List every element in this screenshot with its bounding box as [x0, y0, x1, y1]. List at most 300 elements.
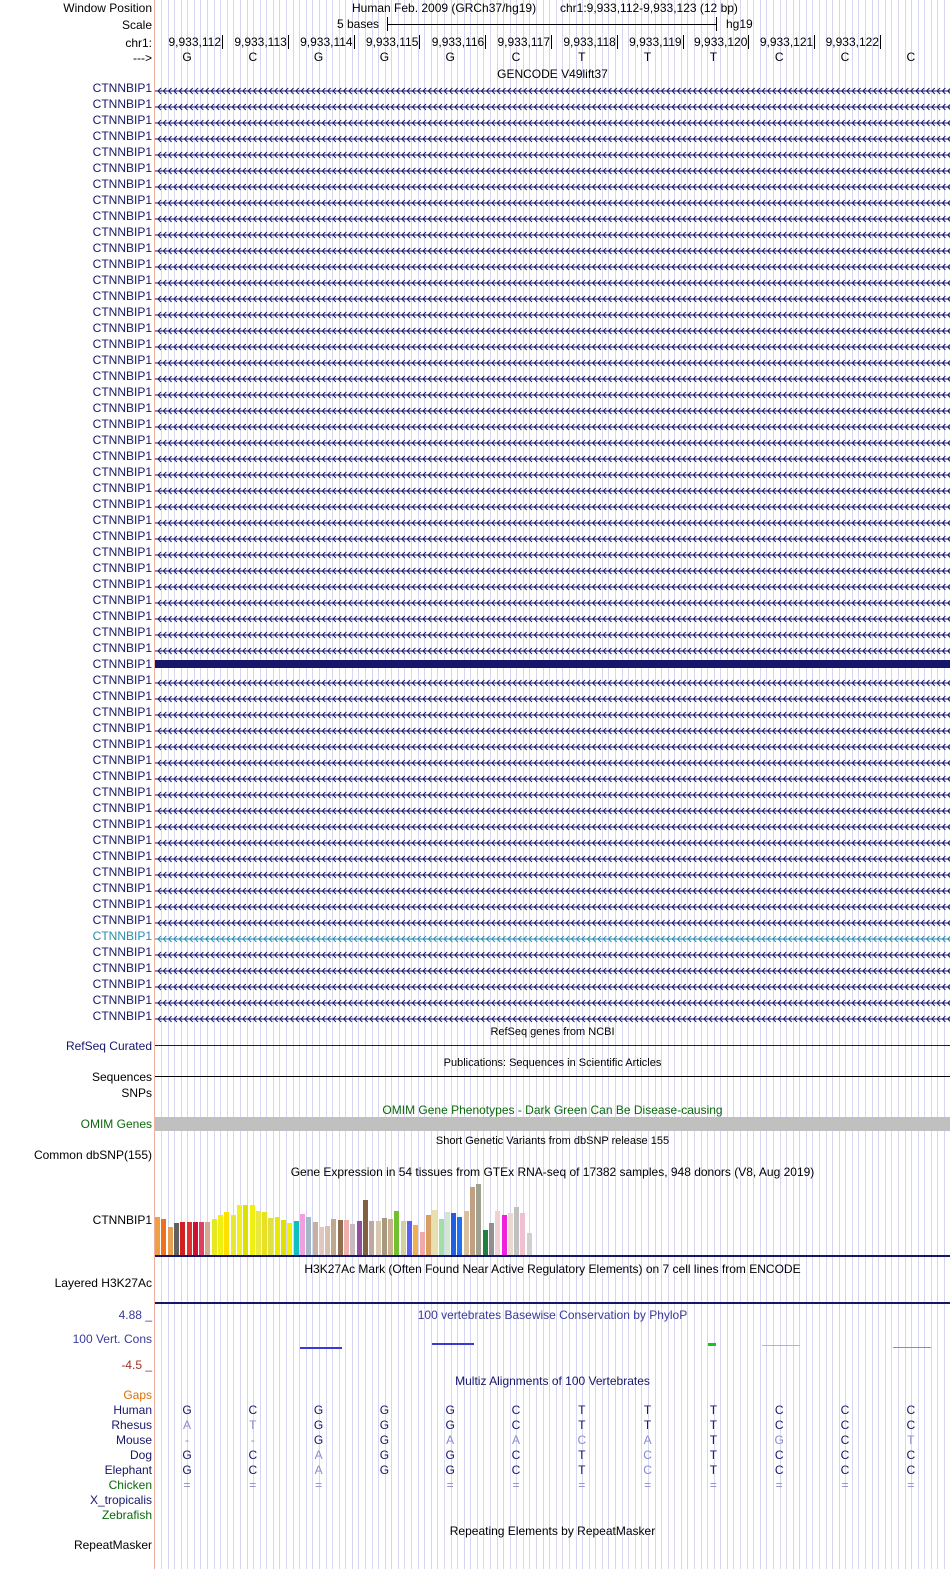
conservation-label[interactable]: 100 Vert. Cons	[72, 1332, 152, 1346]
gencode-transcript-label[interactable]: CTNNBIP1	[92, 961, 152, 975]
gencode-transcript[interactable]	[155, 724, 950, 732]
alignment-base: T	[709, 1418, 718, 1432]
gencode-transcript-label[interactable]: CTNNBIP1	[92, 705, 152, 719]
gtex-tissue-bar[interactable]	[401, 1221, 406, 1255]
alignment-base: G	[445, 1463, 455, 1477]
h3k27ac-title: H3K27Ac Mark (Often Found Near Active Regulatory Elements) on 7 cell lines from ENCODE	[304, 1262, 801, 1276]
dbsnp-title: Short Genetic Variants from dbSNP release 155	[435, 1135, 670, 1147]
species-label[interactable]: Dog	[129, 1448, 152, 1462]
gtex-tissue-bar[interactable]	[193, 1222, 198, 1255]
gtex-tissue-bar[interactable]	[363, 1200, 368, 1255]
gencode-transcript-label[interactable]: CTNNBIP1	[92, 1009, 152, 1023]
gtex-label[interactable]: CTNNBIP1	[92, 1213, 152, 1227]
position-tick-label: 9,933,118	[563, 35, 616, 49]
position-tick-label: 9,933,114	[300, 35, 353, 49]
gencode-transcript-label[interactable]: CTNNBIP1	[92, 849, 152, 863]
gtex-tissue-bar[interactable]	[287, 1223, 292, 1255]
gencode-transcript-label[interactable]: CTNNBIP1	[92, 833, 152, 847]
gtex-tissue-bar[interactable]	[376, 1221, 381, 1255]
gtex-tissue-bar[interactable]	[382, 1218, 387, 1255]
repeatmasker-label[interactable]: RepeatMasker	[73, 1538, 152, 1552]
gencode-transcript[interactable]	[155, 292, 950, 300]
alignment-base: C	[511, 1403, 521, 1417]
alignment-base: =	[315, 1478, 323, 1492]
alignment-base: C	[774, 1418, 784, 1432]
gencode-transcript[interactable]	[155, 260, 950, 268]
gencode-transcript-label[interactable]: CTNNBIP1	[92, 913, 152, 927]
scale-label: Scale	[121, 18, 152, 32]
gtex-tissue-bar[interactable]	[281, 1220, 286, 1255]
gtex-tissue-bar[interactable]	[514, 1207, 519, 1255]
gencode-transcript-label[interactable]: CTNNBIP1	[92, 353, 152, 367]
gtex-tissue-bar[interactable]	[483, 1230, 488, 1255]
alignment-base: =	[183, 1478, 191, 1492]
reference-base: G	[445, 50, 455, 64]
gtex-tissue-bar[interactable]	[476, 1184, 481, 1255]
repeatmasker-title: Repeating Elements by RepeatMasker	[449, 1524, 656, 1538]
reference-base: C	[774, 50, 784, 64]
alignment-base: G	[313, 1418, 324, 1432]
gencode-transcript-label[interactable]: CTNNBIP1	[92, 561, 152, 575]
gencode-transcript[interactable]	[155, 420, 950, 428]
reference-base: G	[313, 50, 324, 64]
alignment-base: G	[379, 1463, 390, 1477]
gencode-transcript[interactable]	[155, 308, 950, 316]
scale-text: 5 bases	[337, 17, 380, 31]
alignment-base: T	[578, 1448, 586, 1462]
gencode-transcript-label[interactable]: CTNNBIP1	[92, 321, 152, 335]
gencode-transcript[interactable]	[155, 404, 950, 412]
species-label[interactable]: Elephant	[104, 1463, 152, 1477]
gtex-baseline	[155, 1255, 950, 1257]
publications-line[interactable]	[155, 1076, 950, 1077]
gtex-tissue-bar[interactable]	[174, 1223, 179, 1255]
gencode-transcript[interactable]	[155, 244, 950, 252]
position-tick-mark	[222, 35, 223, 49]
gtex-tissue-bar[interactable]	[187, 1222, 192, 1255]
gencode-transcript[interactable]	[155, 356, 950, 364]
gencode-transcript[interactable]	[155, 564, 950, 572]
alignment-base: C	[906, 1448, 916, 1462]
position-tick-mark	[354, 35, 355, 49]
gencode-transcript-label[interactable]: CTNNBIP1	[92, 945, 152, 959]
gencode-transcript[interactable]	[155, 116, 950, 124]
scale-bar-left-cap	[387, 17, 388, 31]
alignment-base: C	[511, 1463, 521, 1477]
alignment-base: =	[907, 1478, 915, 1492]
scale-assembly: hg19	[726, 17, 753, 31]
gtex-tissue-bar[interactable]	[357, 1221, 362, 1255]
conservation-mark-negative	[300, 1347, 342, 1349]
gencode-transcript-label[interactable]: CTNNBIP1	[92, 209, 152, 223]
alignment-base: =	[775, 1478, 783, 1492]
gtex-tissue-bar[interactable]	[306, 1217, 311, 1255]
alignment-base: C	[840, 1403, 850, 1417]
omim-label[interactable]: OMIM Genes	[80, 1117, 152, 1131]
gencode-transcript-label[interactable]: CTNNBIP1	[92, 753, 152, 767]
gencode-transcript[interactable]	[155, 596, 950, 604]
alignment-base: C	[840, 1433, 850, 1447]
gencode-transcript[interactable]	[155, 468, 950, 476]
alignment-base: C	[774, 1463, 784, 1477]
gencode-transcript[interactable]	[155, 548, 950, 556]
gencode-transcript-label[interactable]: CTNNBIP1	[92, 449, 152, 463]
gencode-transcript[interactable]	[155, 196, 950, 204]
gencode-transcript-label[interactable]: CTNNBIP1	[92, 305, 152, 319]
scale-bar-right-cap	[716, 17, 717, 31]
gencode-transcript[interactable]	[155, 644, 950, 652]
gtex-tissue-bar[interactable]	[439, 1219, 444, 1255]
gencode-transcript-label[interactable]: CTNNBIP1	[92, 529, 152, 543]
gencode-transcript[interactable]	[155, 180, 950, 188]
gencode-transcript[interactable]	[155, 500, 950, 508]
gtex-tissue-bar[interactable]	[325, 1226, 330, 1255]
gencode-transcript-label[interactable]: CTNNBIP1	[92, 801, 152, 815]
gtex-tissue-bar[interactable]	[243, 1205, 248, 1255]
gencode-transcript[interactable]	[155, 612, 950, 620]
alignment-base: G	[379, 1403, 390, 1417]
gtex-tissue-bar[interactable]	[338, 1220, 343, 1255]
alignment-base: G	[182, 1403, 192, 1417]
gencode-transcript-label[interactable]: CTNNBIP1	[92, 81, 152, 95]
gencode-transcript-label[interactable]: CTNNBIP1	[92, 465, 152, 479]
alignment-base: G	[379, 1418, 390, 1432]
gencode-transcript[interactable]	[155, 212, 950, 220]
dbsnp-label[interactable]: Common dbSNP(155)	[33, 1148, 152, 1162]
gencode-transcript-label[interactable]: CTNNBIP1	[92, 369, 152, 383]
gencode-transcript-label[interactable]: CTNNBIP1	[92, 289, 152, 303]
position-tick-label: 9,933,116	[431, 35, 485, 49]
gtex-tissue-bar[interactable]	[275, 1217, 280, 1255]
gencode-transcript[interactable]	[155, 692, 950, 700]
alignment-base: A	[643, 1433, 652, 1447]
gtex-tissue-bar[interactable]	[161, 1219, 166, 1255]
gencode-transcript-label[interactable]: CTNNBIP1	[92, 513, 152, 527]
gtex-tissue-bar[interactable]	[495, 1211, 500, 1255]
gencode-transcript[interactable]	[155, 532, 950, 540]
gencode-transcript[interactable]	[155, 996, 950, 1004]
gaps-label: Gaps	[123, 1388, 152, 1402]
gencode-transcript-label[interactable]: CTNNBIP1	[92, 161, 152, 175]
alignment-base: T	[709, 1448, 718, 1462]
gtex-tissue-bar[interactable]	[413, 1225, 418, 1255]
gencode-transcript-label[interactable]: CTNNBIP1	[92, 881, 152, 895]
gencode-transcript-label[interactable]: CTNNBIP1	[92, 433, 152, 447]
species-label[interactable]: Rhesus	[111, 1418, 152, 1432]
gencode-transcript[interactable]	[155, 228, 950, 236]
gencode-transcript[interactable]	[155, 324, 950, 332]
refseq-label[interactable]: RefSeq Curated	[65, 1039, 152, 1053]
gtex-tissue-bar[interactable]	[250, 1205, 255, 1255]
alignment-base: =	[841, 1478, 849, 1492]
gencode-transcript[interactable]	[155, 436, 950, 444]
gencode-transcript-label[interactable]: CTNNBIP1	[92, 929, 152, 943]
gencode-transcript[interactable]	[155, 900, 950, 908]
gencode-transcript[interactable]	[155, 948, 950, 956]
alignment-base: A	[182, 1418, 191, 1432]
gtex-tissue-bar[interactable]	[218, 1215, 223, 1255]
position-tick-label: 9,933,119	[629, 35, 682, 49]
alignment-base: C	[840, 1418, 850, 1432]
gencode-transcript-label[interactable]: CTNNBIP1	[92, 337, 152, 351]
gencode-transcript-label[interactable]: CTNNBIP1	[92, 577, 152, 591]
gencode-transcript[interactable]	[155, 676, 950, 684]
conservation-mark-negative	[432, 1343, 474, 1345]
reference-base: C	[906, 50, 916, 64]
refseq-title: RefSeq genes from NCBI	[490, 1026, 615, 1038]
conservation-title: 100 vertebrates Basewise Conservation by PhyloP	[417, 1308, 688, 1322]
chrom-label: chr1:	[125, 36, 152, 50]
gtex-tissue-bar[interactable]	[502, 1215, 507, 1255]
gtex-tissue-bar[interactable]	[426, 1215, 431, 1255]
gencode-transcript-label[interactable]: CTNNBIP1	[92, 897, 152, 911]
gencode-transcript-label[interactable]: CTNNBIP1	[92, 225, 152, 239]
gtex-tissue-bar[interactable]	[231, 1215, 236, 1255]
gtex-tissue-bar[interactable]	[199, 1222, 204, 1255]
alignment-base: G	[445, 1403, 455, 1417]
gencode-transcript-label[interactable]: CTNNBIP1	[92, 273, 152, 287]
assembly-title: Human Feb. 2009 (GRCh37/hg19)	[352, 1, 537, 15]
gtex-tissue-bar[interactable]	[457, 1217, 462, 1255]
gencode-transcript-label[interactable]: CTNNBIP1	[92, 113, 152, 127]
gencode-transcript[interactable]	[155, 852, 950, 860]
scale-bar	[387, 24, 717, 25]
position-tick-label: 9,933,117	[497, 35, 550, 49]
gencode-transcript-label[interactable]: CTNNBIP1	[92, 385, 152, 399]
gencode-transcript[interactable]	[155, 756, 950, 764]
gencode-transcript-label[interactable]: CTNNBIP1	[92, 769, 152, 783]
position-tick-mark	[748, 35, 749, 49]
gencode-transcript[interactable]	[155, 276, 950, 284]
gencode-transcript[interactable]	[155, 164, 950, 172]
alignment-base: G	[182, 1463, 192, 1477]
gencode-transcript[interactable]	[155, 804, 950, 812]
gtex-tissue-bar[interactable]	[294, 1221, 299, 1255]
gtex-tissue-bar[interactable]	[313, 1222, 318, 1255]
reference-base: C	[248, 50, 258, 64]
gencode-transcript-label[interactable]: CTNNBIP1	[92, 737, 152, 751]
gencode-transcript-label[interactable]: CTNNBIP1	[92, 545, 152, 559]
refseq-gene-line[interactable]	[155, 1045, 950, 1046]
gencode-transcript-label[interactable]: CTNNBIP1	[92, 97, 152, 111]
reference-base: C	[511, 50, 521, 64]
gencode-transcript[interactable]	[155, 148, 950, 156]
alignment-base: -	[185, 1433, 189, 1447]
gtex-tissue-bar[interactable]	[394, 1211, 399, 1255]
window-position-label: Window Position	[63, 1, 152, 15]
species-label[interactable]: Chicken	[108, 1478, 152, 1492]
gencode-transcript-label[interactable]: CTNNBIP1	[92, 177, 152, 191]
gencode-transcript[interactable]	[155, 372, 950, 380]
gtex-tissue-bar[interactable]	[350, 1224, 355, 1255]
gencode-transcript-label[interactable]: CTNNBIP1	[92, 145, 152, 159]
gencode-transcript-label[interactable]: CTNNBIP1	[92, 497, 152, 511]
h3k27ac-baseline	[155, 1302, 950, 1304]
gtex-tissue-bar[interactable]	[300, 1214, 305, 1255]
gencode-transcript[interactable]	[155, 884, 950, 892]
reference-base: G	[379, 50, 390, 64]
gencode-transcript[interactable]	[155, 84, 950, 92]
gencode-transcript-label[interactable]: CTNNBIP1	[92, 993, 152, 1007]
reference-base: T	[643, 50, 652, 64]
gencode-transcript[interactable]	[155, 340, 950, 348]
multiz-title: Multiz Alignments of 100 Vertebrates	[455, 1374, 650, 1388]
gencode-transcript[interactable]	[155, 484, 950, 492]
alignment-base: C	[643, 1463, 652, 1477]
h3k27ac-label[interactable]: Layered H3K27Ac	[54, 1276, 152, 1290]
gtex-tissue-bar[interactable]	[256, 1211, 261, 1255]
snps-label[interactable]: SNPs	[121, 1086, 152, 1100]
gencode-transcript[interactable]	[155, 660, 950, 668]
species-label[interactable]: X_tropicalis	[89, 1493, 152, 1507]
gencode-transcript-label[interactable]: CTNNBIP1	[92, 129, 152, 143]
gtex-tissue-bar[interactable]	[237, 1205, 242, 1255]
position-tick-mark	[419, 35, 420, 49]
gtex-tissue-bar[interactable]	[420, 1232, 425, 1255]
position-tick-label: 9,933,112	[168, 35, 221, 49]
gencode-transcript[interactable]	[155, 836, 950, 844]
species-label[interactable]: Mouse	[115, 1433, 152, 1447]
gencode-transcript[interactable]	[155, 772, 950, 780]
gencode-transcript-label[interactable]: CTNNBIP1	[92, 865, 152, 879]
gtex-tissue-bar[interactable]	[388, 1219, 393, 1255]
position-tick-mark	[880, 35, 881, 49]
alignment-base: A	[511, 1433, 520, 1447]
gtex-tissue-bar[interactable]	[407, 1221, 412, 1255]
alignment-base: T	[578, 1463, 586, 1477]
species-label[interactable]: Zebrafish	[101, 1508, 152, 1522]
strand-label: --->	[133, 51, 152, 65]
alignment-base: G	[445, 1418, 455, 1432]
gtex-tissue-bar[interactable]	[527, 1233, 532, 1255]
gencode-transcript[interactable]	[155, 980, 950, 988]
gencode-transcript[interactable]	[155, 580, 950, 588]
gencode-transcript[interactable]	[155, 1012, 950, 1020]
position-tick-label: 9,933,113	[234, 35, 287, 49]
gencode-transcript[interactable]	[155, 628, 950, 636]
alignment-base: T	[578, 1403, 586, 1417]
conservation-mark-positive	[762, 1345, 800, 1346]
gencode-transcript[interactable]	[155, 516, 950, 524]
gtex-tissue-bar[interactable]	[224, 1212, 229, 1255]
gtex-tissue-bar[interactable]	[268, 1218, 273, 1255]
position-tick-mark	[683, 35, 684, 49]
gtex-tissue-bar[interactable]	[205, 1222, 210, 1255]
conservation-mark-positive	[893, 1347, 931, 1348]
sequences-label[interactable]: Sequences	[91, 1070, 152, 1084]
gencode-transcript[interactable]	[155, 452, 950, 460]
gencode-transcript-label[interactable]: CTNNBIP1	[92, 193, 152, 207]
gencode-transcript[interactable]	[155, 740, 950, 748]
alignment-base: G	[313, 1403, 324, 1417]
gtex-tissue-bar[interactable]	[508, 1213, 513, 1255]
gencode-transcript[interactable]	[155, 100, 950, 108]
alignment-base: T	[709, 1463, 718, 1477]
gtex-tissue-bar[interactable]	[520, 1213, 525, 1255]
gencode-transcript[interactable]	[155, 964, 950, 972]
gencode-transcript-label[interactable]: CTNNBIP1	[92, 401, 152, 415]
alignment-base: =	[578, 1478, 586, 1492]
alignment-base: C	[643, 1448, 652, 1462]
gtex-tissue-bar[interactable]	[344, 1220, 349, 1255]
gencode-transcript-label[interactable]: CTNNBIP1	[92, 593, 152, 607]
alignment-base: =	[709, 1478, 717, 1492]
reference-base: T	[709, 50, 718, 64]
position-tick-mark	[617, 35, 618, 49]
gtex-tissue-bar[interactable]	[331, 1219, 336, 1255]
gtex-bar-chart[interactable]	[155, 1179, 555, 1255]
gtex-tissue-bar[interactable]	[451, 1213, 456, 1255]
gtex-tissue-bar[interactable]	[489, 1223, 494, 1255]
gencode-transcript-label[interactable]: CTNNBIP1	[92, 721, 152, 735]
alignment-base: T	[709, 1403, 718, 1417]
gencode-transcript-label[interactable]: CTNNBIP1	[92, 481, 152, 495]
gtex-tissue-bar[interactable]	[470, 1187, 475, 1255]
gtex-tissue-bar[interactable]	[212, 1219, 217, 1255]
alignment-base: -	[250, 1433, 255, 1447]
omim-title: OMIM Gene Phenotypes - Dark Green Can Be Disease-causing	[382, 1103, 723, 1117]
alignment-base: C	[906, 1403, 916, 1417]
position-tick-mark	[288, 35, 289, 49]
gencode-transcript-label[interactable]: CTNNBIP1	[92, 817, 152, 831]
gencode-transcript-label[interactable]: CTNNBIP1	[92, 673, 152, 687]
omim-feature[interactable]	[155, 1117, 950, 1131]
gencode-transcript-label[interactable]: CTNNBIP1	[92, 241, 152, 255]
gencode-transcript[interactable]	[155, 868, 950, 876]
gencode-transcript-label[interactable]: CTNNBIP1	[92, 977, 152, 991]
gtex-tissue-bar[interactable]	[168, 1227, 173, 1255]
alignment-base: T	[578, 1418, 586, 1432]
gencode-transcript[interactable]	[155, 916, 950, 924]
gtex-tissue-bar[interactable]	[155, 1217, 160, 1255]
gencode-transcript[interactable]	[155, 788, 950, 796]
alignment-base: T	[643, 1403, 652, 1417]
gtex-tissue-bar[interactable]	[464, 1211, 469, 1255]
gencode-transcript-label[interactable]: CTNNBIP1	[92, 785, 152, 799]
gencode-transcript[interactable]	[155, 708, 950, 716]
gtex-tissue-bar[interactable]	[319, 1227, 324, 1255]
gencode-transcript[interactable]	[155, 820, 950, 828]
alignment-base: C	[840, 1463, 850, 1477]
gencode-transcript[interactable]	[155, 388, 950, 396]
publications-title: Publications: Sequences in Scientific Articles	[443, 1057, 662, 1069]
reference-base: G	[182, 50, 192, 64]
alignment-base: A	[314, 1448, 323, 1462]
gencode-transcript-label[interactable]: CTNNBIP1	[92, 257, 152, 271]
gtex-tissue-bar[interactable]	[262, 1212, 267, 1255]
position-tick-label: 9,933,120	[694, 35, 748, 49]
gencode-transcript-label[interactable]: CTNNBIP1	[92, 609, 152, 623]
gencode-transcript[interactable]	[155, 932, 950, 940]
conservation-min: -4.5 _	[121, 1358, 152, 1372]
alignment-base: C	[511, 1418, 521, 1432]
position-tick-label: 9,933,122	[825, 35, 879, 49]
gencode-transcript-label[interactable]: CTNNBIP1	[92, 657, 152, 671]
gencode-transcript-label[interactable]: CTNNBIP1	[92, 417, 152, 431]
gtex-tissue-bar[interactable]	[432, 1210, 437, 1255]
gencode-transcript-label[interactable]: CTNNBIP1	[92, 689, 152, 703]
species-label[interactable]: Human	[113, 1403, 152, 1417]
gtex-tissue-bar[interactable]	[180, 1222, 185, 1255]
gencode-transcript-label[interactable]: CTNNBIP1	[92, 641, 152, 655]
gtex-tissue-bar[interactable]	[369, 1221, 374, 1255]
gencode-transcript-label[interactable]: CTNNBIP1	[92, 625, 152, 639]
gtex-tissue-bar[interactable]	[445, 1212, 450, 1255]
gencode-transcript[interactable]	[155, 132, 950, 140]
alignment-base: G	[774, 1433, 784, 1447]
alignment-base: =	[249, 1478, 257, 1492]
alignment-base: T	[249, 1418, 257, 1432]
